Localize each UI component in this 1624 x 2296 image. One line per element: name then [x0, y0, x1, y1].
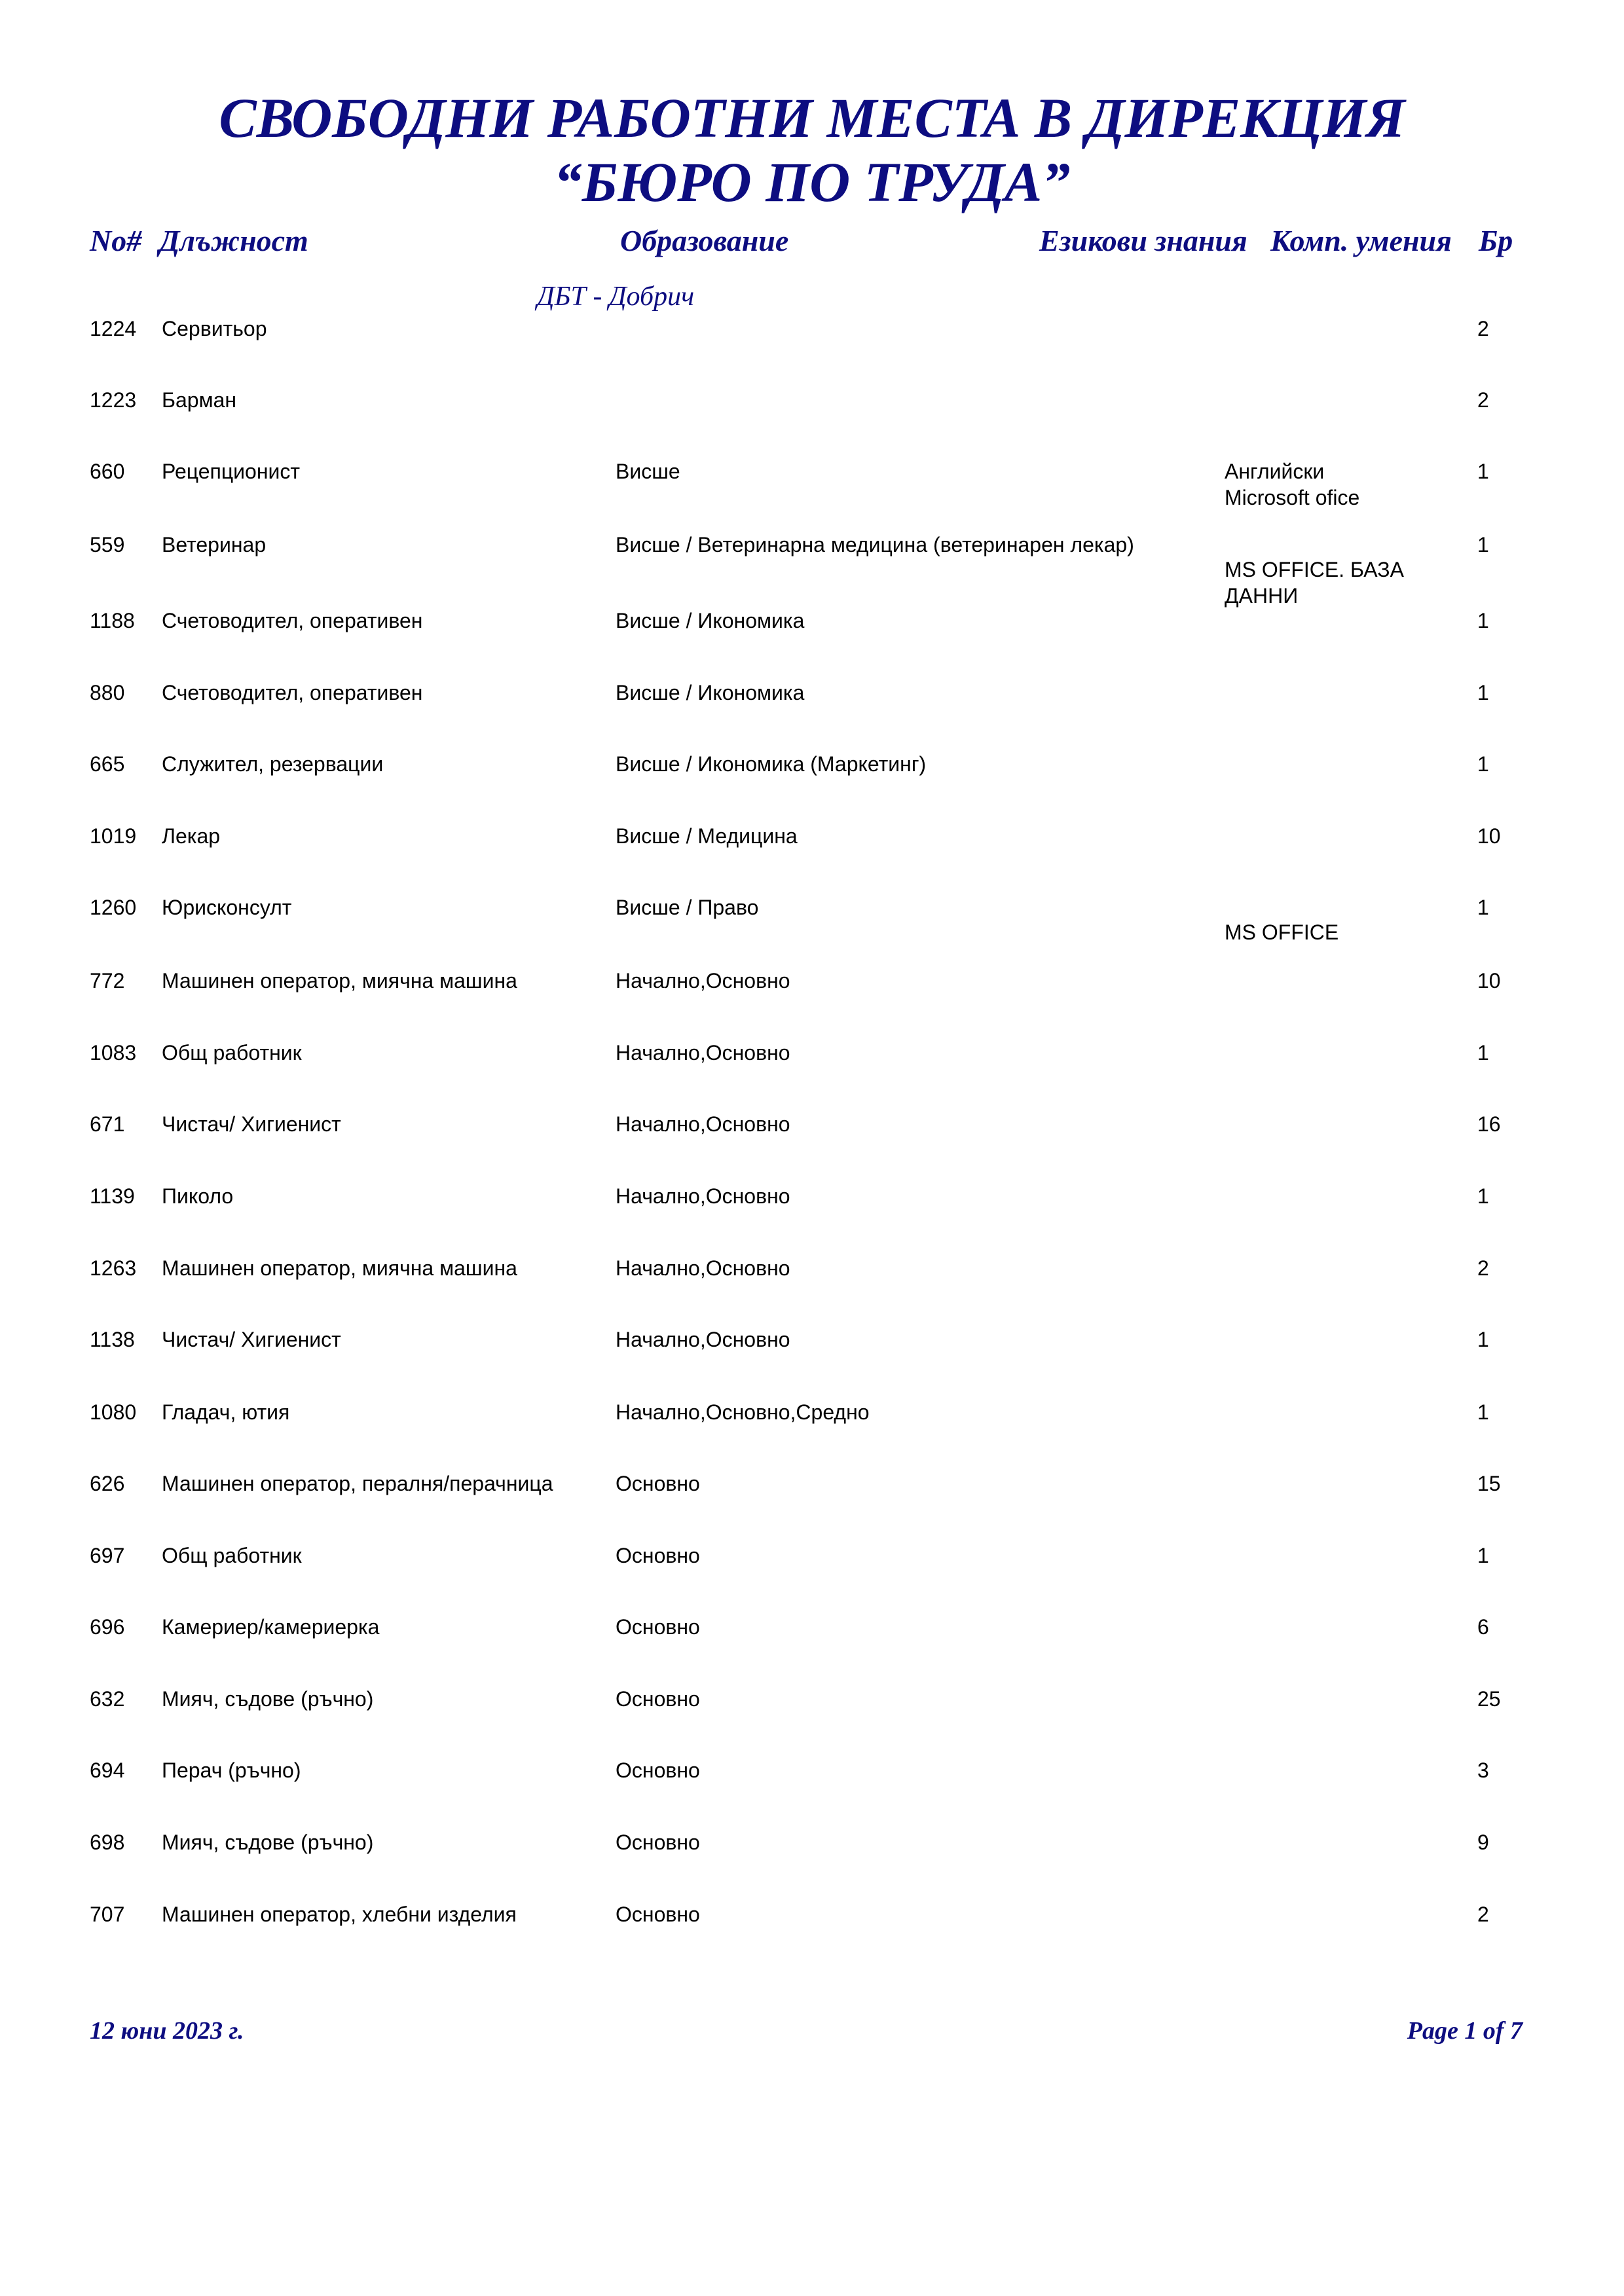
table-row	[0, 608, 1624, 680]
column-header-no: No#	[90, 224, 142, 257]
vacancy-count: 9	[1477, 1831, 1489, 1854]
table-row	[0, 1829, 1624, 1901]
vacancy-number: 1263	[90, 1256, 137, 1280]
vacancy-education: Висше / Икономика	[616, 681, 805, 704]
column-header-computer-skills: Комп. умения	[1270, 224, 1452, 257]
vacancy-number: 1223	[90, 388, 137, 412]
vacancy-position: Перач (ръчно)	[162, 1758, 301, 1782]
table-row	[0, 1040, 1624, 1112]
table-row	[0, 1686, 1624, 1758]
vacancy-education: Висше	[616, 460, 680, 483]
table-row	[0, 1542, 1624, 1614]
vacancy-number: 1083	[90, 1041, 137, 1065]
vacancy-education: Начално,Основно	[616, 1112, 790, 1136]
vacancy-position: Служител, резервации	[162, 752, 384, 776]
footer-page-number: Page 1 of 7	[1407, 2017, 1522, 2045]
table-row	[0, 1183, 1624, 1255]
footer-date: 12 юни 2023 г.	[90, 2017, 244, 2045]
vacancy-position: Гладач, ютия	[162, 1400, 290, 1424]
vacancy-position: Машинен оператор, миячна машина	[162, 969, 517, 993]
vacancy-position: Мияч, съдове (ръчно)	[162, 1831, 374, 1854]
table-row	[0, 823, 1624, 895]
vacancy-count: 1	[1477, 752, 1489, 776]
column-header-count: Бр	[1479, 224, 1513, 257]
vacancy-education: Начално,Основно,Средно	[616, 1400, 870, 1424]
vacancy-count: 2	[1477, 388, 1489, 412]
table-row	[0, 1614, 1624, 1686]
vacancy-number: 880	[90, 681, 125, 704]
vacancy-education: Основно	[616, 1903, 700, 1926]
vacancy-number: 698	[90, 1831, 125, 1854]
vacancy-position: Машинен оператор, хлебни изделия	[162, 1903, 517, 1926]
vacancy-count: 1	[1477, 609, 1489, 632]
vacancy-position: Чистач/ Хигиенист	[162, 1328, 341, 1351]
vacancy-count: 1	[1477, 896, 1489, 919]
vacancy-position: Мияч, съдове (ръчно)	[162, 1687, 374, 1711]
vacancy-number: 1224	[90, 317, 137, 340]
vacancy-education: Висше / Икономика (Маркетинг)	[616, 752, 927, 776]
table-row	[0, 1757, 1624, 1829]
vacancy-count: 2	[1477, 317, 1489, 340]
vacancy-count: 15	[1477, 1472, 1501, 1495]
vacancy-position: Барман	[162, 388, 237, 412]
vacancy-count: 1	[1477, 460, 1489, 483]
table-row	[0, 751, 1624, 823]
table-row	[0, 1901, 1624, 1973]
vacancy-number: 660	[90, 460, 125, 483]
region-label: ДБТ - Добрич	[537, 282, 695, 312]
vacancy-education: Основно	[616, 1687, 700, 1711]
vacancy-number: 1139	[90, 1184, 135, 1208]
vacancy-position: Общ работник	[162, 1544, 302, 1567]
vacancy-number: 696	[90, 1615, 125, 1639]
vacancy-position: Ветеринар	[162, 533, 267, 556]
vacancy-count: 1	[1477, 681, 1489, 704]
vacancy-education: Основно	[616, 1831, 700, 1854]
table-row	[0, 1111, 1624, 1183]
table-row	[0, 1326, 1624, 1398]
column-header-position: Длъжност	[159, 224, 308, 257]
vacancy-count: 16	[1477, 1112, 1501, 1136]
computer-skill-note: Microsoft ofice	[1225, 486, 1360, 509]
vacancy-number: 694	[90, 1758, 125, 1782]
vacancy-education: Основно	[616, 1472, 700, 1495]
vacancy-count: 3	[1477, 1758, 1489, 1782]
vacancy-number: 707	[90, 1903, 125, 1926]
vacancy-count: 25	[1477, 1687, 1501, 1711]
vacancy-number: 772	[90, 969, 125, 993]
vacancy-number: 632	[90, 1687, 125, 1711]
vacancy-education: Начално,Основно	[616, 1328, 790, 1351]
vacancy-position: Счетоводител, оперативен	[162, 681, 423, 704]
table-row	[0, 1470, 1624, 1542]
vacancy-education: Основно	[616, 1544, 700, 1567]
vacancy-count: 1	[1477, 533, 1489, 556]
column-header-languages: Езикови знания	[1039, 224, 1247, 257]
vacancy-count: 1	[1477, 1041, 1489, 1065]
vacancy-number: 626	[90, 1472, 125, 1495]
vacancy-education: Основно	[616, 1758, 700, 1782]
vacancy-number: 665	[90, 752, 125, 776]
vacancy-count: 10	[1477, 824, 1501, 848]
vacancy-position: Счетоводител, оперативен	[162, 609, 423, 632]
table-row	[0, 316, 1624, 388]
vacancy-position: Чистач/ Хигиенист	[162, 1112, 341, 1136]
vacancy-education: Начално,Основно	[616, 1184, 790, 1208]
table-row	[0, 387, 1624, 459]
vacancy-number: 1260	[90, 896, 137, 919]
vacancy-count: 1	[1477, 1544, 1489, 1567]
vacancy-number: 1019	[90, 824, 137, 848]
vacancy-position: Машинен оператор, миячна машина	[162, 1256, 517, 1280]
table-row	[0, 680, 1624, 752]
vacancy-position: Юрисконсулт	[162, 896, 292, 919]
vacancy-education: Начално,Основно	[616, 1256, 790, 1280]
vacancy-education: Висше / Право	[616, 896, 759, 919]
vacancy-count: 2	[1477, 1903, 1489, 1926]
computer-skill-note: MS OFFICE	[1225, 920, 1339, 944]
vacancy-number: 559	[90, 533, 125, 556]
vacancy-position: Пиколо	[162, 1184, 234, 1208]
table-row	[0, 1399, 1624, 1471]
vacancy-education: Висше / Медицина	[616, 824, 798, 848]
vacancy-position: Камериер/камериерка	[162, 1615, 380, 1639]
vacancy-count: 2	[1477, 1256, 1489, 1280]
vacancy-education: Висше / Ветеринарна медицина (ветеринарен лекар)	[616, 533, 1134, 556]
vacancy-number: 671	[90, 1112, 125, 1136]
vacancy-count: 10	[1477, 969, 1501, 993]
page-title-line-1: СВОБОДНИ РАБОТНИ МЕСТА В ДИРЕКЦИЯ	[219, 86, 1405, 149]
vacancy-position: Рецепционист	[162, 460, 301, 483]
vacancy-number: 1188	[90, 609, 135, 632]
vacancy-position: Общ работник	[162, 1041, 302, 1065]
vacancy-number: 697	[90, 1544, 125, 1567]
table-row	[0, 1255, 1624, 1327]
computer-skill-note: MS OFFICE. БАЗА	[1225, 558, 1404, 581]
vacancy-count: 1	[1477, 1184, 1489, 1208]
vacancy-education: Основно	[616, 1615, 700, 1639]
table-row	[0, 458, 1624, 530]
vacancy-count: 1	[1477, 1328, 1489, 1351]
page-title-line-2: “БЮРО ПО ТРУДА”	[553, 151, 1071, 213]
vacancy-position: Лекар	[162, 824, 221, 848]
vacancy-count: 1	[1477, 1400, 1489, 1424]
table-row	[0, 968, 1624, 1040]
computer-skill-note: ДАННИ	[1225, 584, 1299, 608]
vacancy-number: 1138	[90, 1328, 135, 1351]
vacancy-languages: Английски	[1225, 460, 1325, 483]
table-row	[0, 894, 1624, 966]
vacancy-education: Висше / Икономика	[616, 609, 805, 632]
vacancy-education: Начално,Основно	[616, 1041, 790, 1065]
vacancy-number: 1080	[90, 1400, 137, 1424]
vacancy-position: Машинен оператор, пералня/перачница	[162, 1472, 553, 1495]
vacancy-position: Сервитьор	[162, 317, 267, 340]
vacancy-education: Начално,Основно	[616, 969, 790, 993]
vacancy-count: 6	[1477, 1615, 1489, 1639]
column-header-education: Образование	[620, 224, 789, 257]
